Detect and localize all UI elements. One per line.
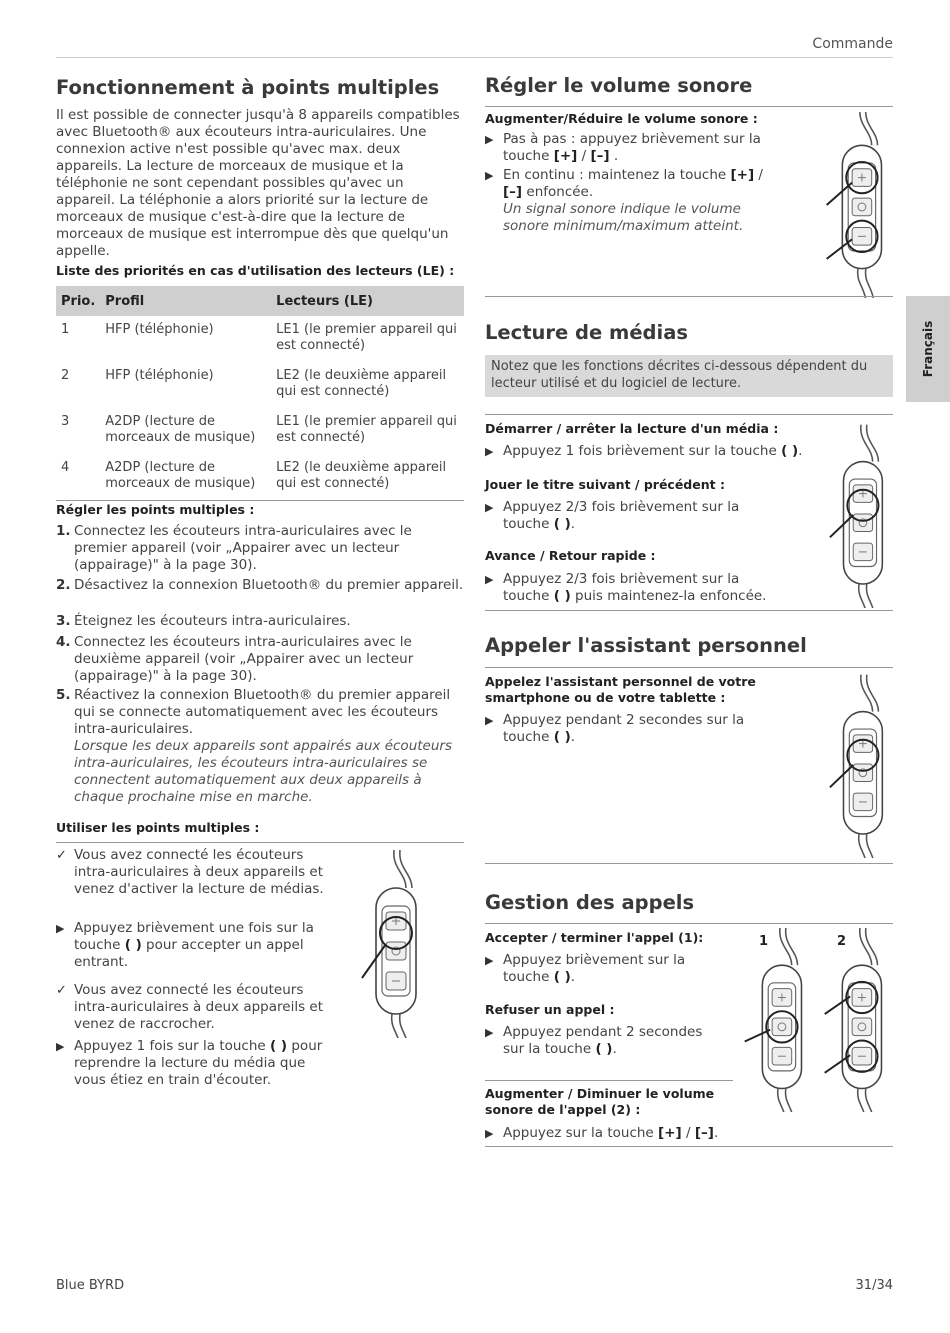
priority-list-title: Liste des priorités en cas d'utilisation des lecteurs (LE) :	[56, 263, 455, 278]
table-header: Prio.	[56, 286, 100, 316]
table-row	[56, 454, 464, 501]
table-header: Profil	[100, 286, 271, 316]
check-icon: ✓	[56, 848, 67, 863]
setup-step	[56, 577, 466, 594]
key-label: [–]	[590, 148, 610, 164]
key-label: [+]	[553, 148, 578, 164]
calls-subtitle: Accepter / terminer l'appel (1):	[485, 930, 704, 945]
figure-label-1: 1	[759, 934, 769, 949]
multipoint-intro: Il est possible de connecter jusqu'à 8 appareils compatibles avec Bluetooth® aux écouteurs intra-auriculaires. Une connexion active n'est possible qu'avec max. deux appareils. La lecture de morceaux de musique et la téléphonie ne sont cependant possibles qu'avec un appareil. La téléphonie a alors priorité sur la lecture de morceaux de musique c'est-à-dire que la lecture de morceaux de musique est interrompue dès que quelqu'un appelle.	[56, 107, 460, 259]
arrow-icon: ▶	[56, 922, 65, 935]
remote-control-illustration	[822, 112, 894, 298]
item-text: /	[754, 167, 763, 183]
item-text: En continu : maintenez la touche	[503, 167, 727, 183]
key-label: ( )	[553, 969, 571, 985]
use-item	[56, 920, 326, 971]
setup-step	[56, 634, 466, 685]
divider	[485, 863, 893, 864]
figure-label-2: 2	[837, 934, 847, 949]
item-text: /	[681, 1125, 695, 1141]
arrow-icon: ▶	[485, 445, 494, 458]
arrow-icon: ▶	[485, 714, 494, 727]
section-title-calls: Gestion des appels	[485, 891, 695, 914]
divider	[485, 667, 893, 668]
volume-item	[485, 167, 785, 235]
item-text: Appuyez pendant 2 secondes sur la touche	[503, 712, 745, 745]
table-row	[56, 362, 464, 408]
setup-step	[56, 687, 466, 806]
item-text: Pas à pas : appuyez brièvement sur la touche	[503, 131, 761, 164]
item-text: Appuyez 2/3 fois brièvement sur la touche	[503, 571, 740, 604]
table-cell: 2	[61, 368, 70, 383]
step-number: 3.	[56, 613, 71, 629]
use-item	[56, 982, 326, 1033]
key-label: ( )	[553, 516, 571, 532]
calls-item	[485, 1024, 725, 1058]
media-note: Notez que les fonctions décrites ci-dessous dépendent du lecteur utilisé et du logiciel de lecture.	[485, 355, 893, 397]
arrow-icon: ▶	[485, 573, 494, 586]
item-text: Appuyez 2/3 fois brièvement sur la touche	[503, 499, 740, 532]
item-text: .	[570, 516, 576, 532]
media-item	[485, 499, 785, 533]
section-title-assistant: Appeler l'assistant personnel	[485, 634, 807, 657]
use-item-text: Vous avez connecté les écouteurs intra-auriculaires à deux appareils et venez de raccrocher.	[74, 982, 324, 1032]
table-cell: HFP (téléphonie)	[105, 322, 214, 337]
media-item	[485, 443, 815, 460]
remote-control-illustration	[820, 926, 894, 1112]
arrow-icon: ▶	[485, 1127, 494, 1140]
section-title-volume: Régler le volume sonore	[485, 74, 753, 97]
key-label: ( )	[595, 1041, 613, 1057]
key-label: ( )	[553, 729, 571, 745]
item-text: Appuyez sur la touche	[503, 1125, 654, 1141]
item-text: .	[798, 443, 803, 459]
header-title: Commande	[812, 36, 893, 52]
priority-table	[56, 286, 464, 501]
section-title-media: Lecture de médias	[485, 321, 688, 344]
key-label: [–]	[694, 1125, 714, 1141]
item-text: .	[609, 148, 619, 164]
remote-control-illustration	[358, 848, 428, 1038]
language-tab-label: Français	[921, 320, 935, 378]
arrow-icon: ▶	[485, 169, 494, 182]
divider	[485, 923, 893, 924]
key-label: [–]	[503, 184, 523, 200]
key-label: ( )	[124, 937, 142, 953]
arrow-icon: ▶	[485, 133, 494, 146]
key-label: ( )	[781, 443, 799, 459]
table-cell: HFP (téléphonie)	[105, 368, 214, 383]
table-cell: A2DP (lecture de morceaux de musique)	[100, 454, 271, 501]
calls-item	[485, 1125, 745, 1142]
item-text: enfoncée.	[526, 184, 594, 200]
table-cell: A2DP (lecture de morceaux de musique)	[105, 414, 256, 445]
assistant-item	[485, 712, 785, 746]
volume-note: Un signal sonore indique le volume sonore minimum/maximum atteint.	[503, 201, 744, 234]
item-text: .	[713, 1125, 719, 1141]
arrow-icon: ▶	[485, 1026, 494, 1039]
calls-subtitle: Refuser un appel :	[485, 1002, 615, 1017]
divider	[56, 842, 464, 843]
volume-item	[485, 131, 785, 165]
use-item	[56, 847, 326, 898]
check-icon: ✓	[56, 983, 67, 998]
language-tab	[906, 296, 950, 402]
calls-item	[485, 952, 715, 986]
use-item-text: Appuyez 1 fois sur la touche	[74, 1038, 266, 1054]
use-item	[56, 1038, 326, 1089]
use-title: Utiliser les points multiples :	[56, 820, 260, 835]
step-number: 1.	[56, 523, 71, 539]
use-item-text: Vous avez connecté les écouteurs intra-auriculaires à deux appareils et venez d'activer la lecture de médias.	[74, 847, 324, 897]
table-cell: LE2 (le deuxième appareil qui est connecté)	[276, 368, 447, 399]
step-text: Connectez les écouteurs intra-auriculaires avec le deuxième appareil (voir „Appairer avec un lecteur (appairage)" à la page 30).	[74, 634, 414, 684]
item-text: .	[570, 969, 576, 985]
step-text: Connectez les écouteurs intra-auriculaires avec le premier appareil (voir „Appairer avec un lecteur (appairage)" à la page 30).	[74, 523, 412, 573]
table-cell: 4	[56, 454, 100, 501]
divider	[485, 610, 893, 611]
item-text: Appuyez 1 fois brièvement sur la touche	[503, 443, 777, 459]
divider	[485, 106, 893, 107]
use-item-text: pour reprendre la lecture du média que vous étiez en train d'écouter.	[74, 1038, 323, 1088]
key-label: [+]	[730, 167, 755, 183]
media-subtitle: Avance / Retour rapide :	[485, 548, 656, 563]
table-cell: 1	[61, 322, 70, 337]
step-number: 5.	[56, 687, 71, 703]
item-text: .	[612, 1041, 617, 1057]
section-title-multipoint: Fonctionnement à points multiples	[56, 76, 440, 99]
assistant-subtitle: Appelez l'assistant personnel de votre smartphone ou de votre tablette :	[485, 674, 756, 705]
table-cell: LE1 (le premier appareil qui est connecté)	[276, 414, 457, 445]
arrow-icon: ▶	[56, 1040, 65, 1053]
table-header-row	[56, 286, 464, 316]
divider	[485, 1146, 893, 1147]
table-cell: 3	[61, 414, 70, 429]
divider	[485, 1080, 733, 1081]
item-text: puis maintenez-la enfoncée.	[575, 588, 767, 604]
setup-step	[56, 613, 466, 630]
calls-subtitle: Augmenter / Diminuer le volume sonore de l'appel (2) :	[485, 1086, 715, 1117]
media-subtitle: Jouer le titre suivant / précédent :	[485, 477, 725, 492]
remote-control-illustration	[826, 422, 894, 608]
key-label: ( )	[270, 1038, 288, 1054]
remote-control-illustration	[826, 672, 894, 858]
use-item-text: Appuyez brièvement une fois sur la touche	[74, 920, 314, 953]
setup-title: Régler les points multiples :	[56, 502, 255, 517]
item-text: /	[577, 148, 591, 164]
table-row	[56, 316, 464, 362]
divider	[485, 296, 893, 297]
step-text: Éteignez les écouteurs intra-auriculaires.	[74, 613, 351, 629]
table-header: Lecteurs (LE)	[271, 286, 464, 316]
footer-page-number: 31/34	[855, 1278, 893, 1293]
item-text: Appuyez pendant 2 secondes sur la touche	[503, 1024, 703, 1057]
step-number: 4.	[56, 634, 71, 650]
key-label: ( )	[553, 588, 571, 604]
item-text: .	[570, 729, 576, 745]
use-item-text: pour accepter un appel entrant.	[74, 937, 304, 970]
step5-note: Lorsque les deux appareils sont appairés aux écouteurs intra-auriculaires, les écouteurs intra-auriculaires se connectent automatiquement aux deux appareils à chaque prochaine mise en marche.	[74, 738, 452, 805]
remote-control-illustration	[740, 926, 816, 1112]
divider	[485, 414, 893, 415]
key-label: [+]	[658, 1125, 682, 1141]
step-number: 2.	[56, 577, 71, 593]
table-row	[56, 408, 464, 454]
step-text: Réactivez la connexion Bluetooth® du premier appareil qui se connecte automatiquement avec les écouteurs intra-auriculaires.	[74, 687, 451, 737]
arrow-icon: ▶	[485, 954, 494, 967]
media-subtitle: Démarrer / arrêter la lecture d'un média :	[485, 421, 779, 436]
step-text: Désactivez la connexion Bluetooth® du premier appareil.	[74, 577, 464, 593]
media-item	[485, 571, 785, 605]
table-cell: LE1 (le premier appareil qui est connecté)	[276, 322, 457, 353]
page-header	[56, 36, 893, 58]
setup-step	[56, 523, 466, 574]
volume-subtitle: Augmenter/Réduire le volume sonore :	[485, 111, 758, 126]
footer-product: Blue BYRD	[56, 1278, 125, 1293]
item-text: Appuyez brièvement sur la touche	[503, 952, 686, 985]
arrow-icon: ▶	[485, 501, 494, 514]
table-cell: LE2 (le deuxième appareil qui est connecté)	[271, 454, 464, 501]
